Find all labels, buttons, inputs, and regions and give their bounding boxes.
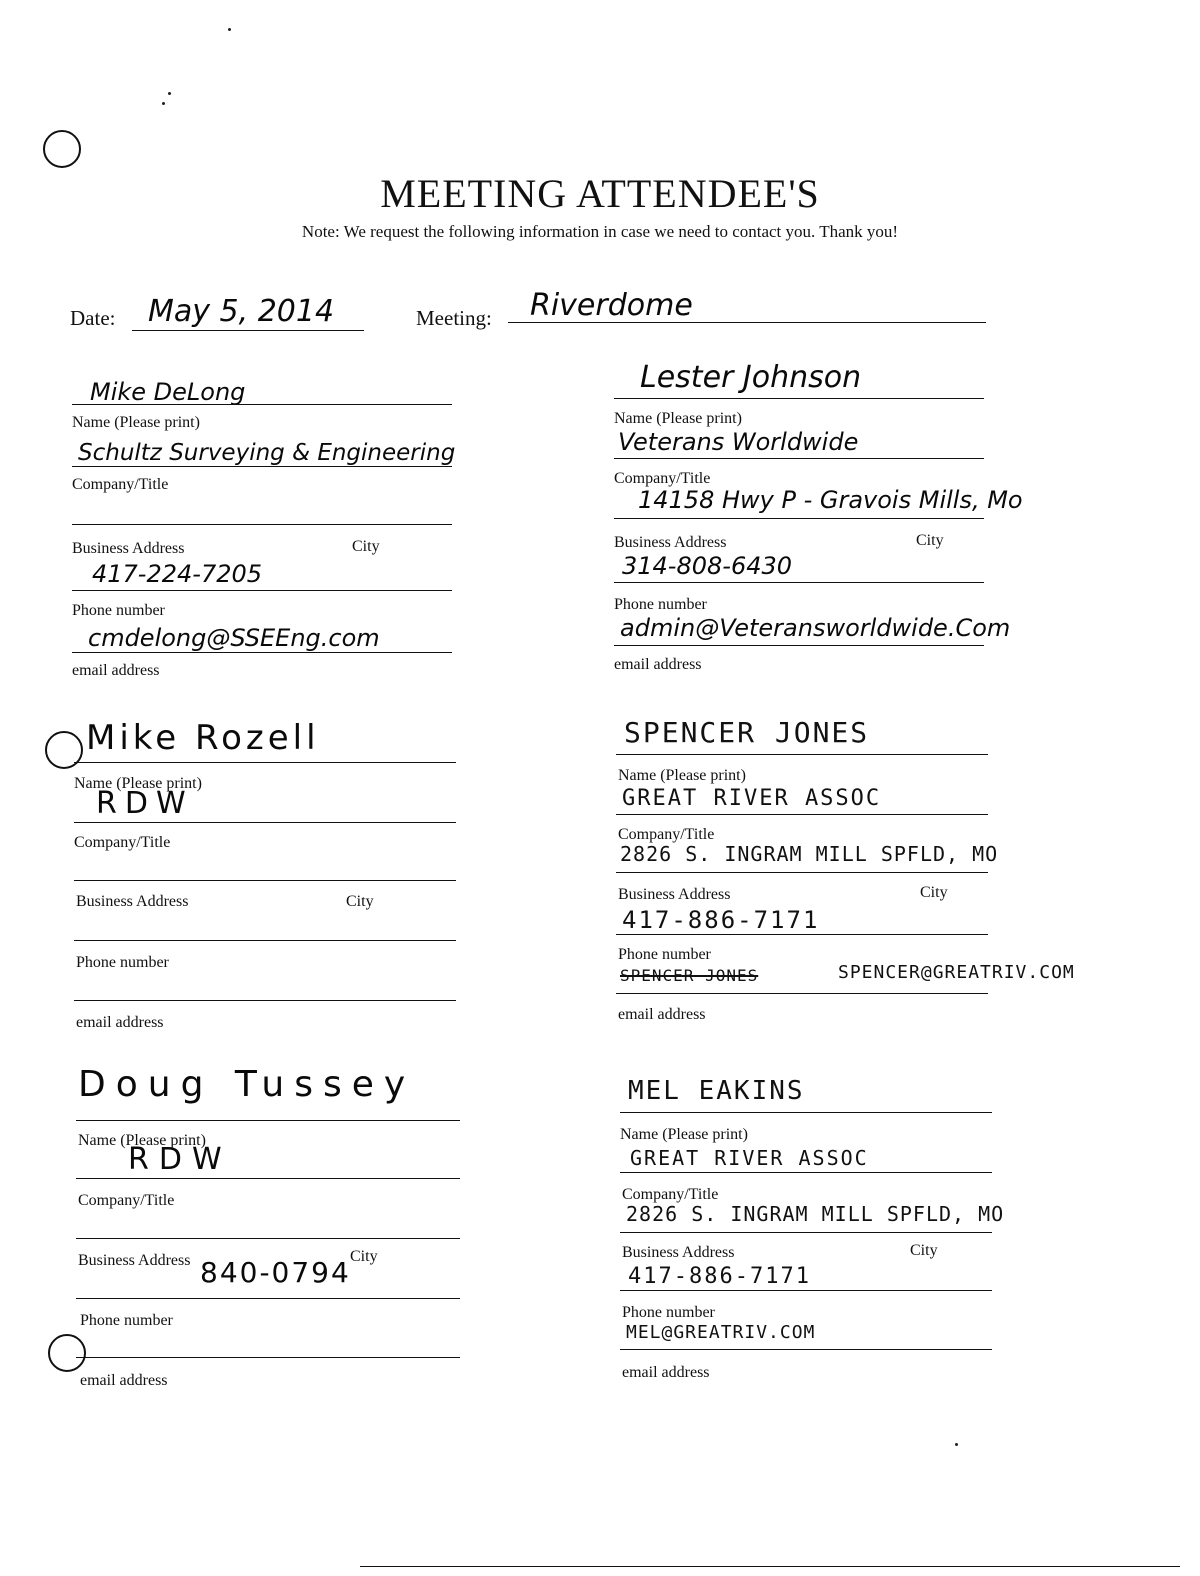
city-label: City (350, 1248, 378, 1265)
phone-line (614, 582, 984, 583)
attendee-address: 2826 S. INGRAM MILL SPFLD, MO (626, 1202, 1005, 1226)
scan-speck (162, 102, 165, 105)
punch-hole-bottom (48, 1334, 86, 1372)
company-line (620, 1172, 992, 1173)
punch-hole-middle (45, 731, 83, 769)
email-label: email address (80, 1372, 168, 1389)
attendee-name: SPENCER JONES (624, 716, 870, 749)
meeting-label: Meeting: (416, 306, 492, 330)
company-label: Company/Title (618, 826, 715, 843)
email-label: email address (72, 662, 160, 679)
name-label: Name (Please print) (620, 1126, 748, 1143)
meeting-line (508, 322, 986, 323)
email-label: email address (614, 656, 702, 673)
attendee-address: 14158 Hwy P - Gravois Mills, Mo (638, 486, 1023, 514)
email-line (74, 1000, 456, 1001)
scan-speck (228, 28, 231, 31)
page-title: MEETING ATTENDEE'S (380, 171, 820, 216)
phone-label: Phone number (80, 1312, 173, 1329)
name-line (72, 404, 452, 405)
address-label: Business Address (622, 1244, 735, 1261)
attendee-name: Mike Rozell (86, 718, 320, 758)
name-line (620, 1112, 992, 1113)
meeting-value: Riverdome (530, 288, 693, 323)
address-line (614, 518, 984, 519)
address-line (616, 872, 988, 873)
phone-line (74, 940, 456, 941)
company-label: Company/Title (622, 1186, 719, 1203)
attendee-email: MEL@GREATRIV.COM (626, 1322, 816, 1343)
scan-speck (955, 1443, 958, 1446)
attendee-name: Lester Johnson (640, 360, 862, 395)
city-label: City (910, 1242, 938, 1259)
attendee-name: MEL EAKINS (628, 1076, 805, 1106)
name-line (76, 1120, 460, 1121)
phone-line (76, 1298, 460, 1299)
attendee-address: 2826 S. INGRAM MILL SPFLD, MO (620, 842, 999, 866)
attendee-company: Veterans Worldwide (618, 428, 859, 456)
phone-label: Phone number (614, 596, 707, 613)
address-label: Business Address (72, 540, 185, 557)
name-label: Name (Please print) (614, 410, 742, 427)
address-line (76, 1238, 460, 1239)
name-line (74, 762, 456, 763)
scan-speck (168, 92, 171, 95)
attendee-company: RDW (96, 786, 194, 821)
attendee-phone: 417-886-7171 (628, 1264, 811, 1289)
company-line (616, 814, 988, 815)
company-label: Company/Title (74, 834, 171, 851)
address-line (72, 524, 452, 525)
address-line (620, 1232, 992, 1233)
attendee-address: 840-0794 (200, 1256, 351, 1289)
address-line (74, 880, 456, 881)
attendee-email: cmdelong@SSEEng.com (88, 624, 380, 652)
punch-hole-top (43, 130, 81, 168)
email-line (72, 652, 452, 653)
email-label: email address (622, 1364, 710, 1381)
company-label: Company/Title (614, 470, 711, 487)
name-line (614, 398, 984, 399)
attendee-name: Doug Tussey (78, 1064, 416, 1105)
name-label: Name (Please print) (618, 767, 746, 784)
name-label: Name (Please print) (78, 1132, 206, 1149)
address-label: Business Address (76, 893, 189, 910)
city-label: City (352, 538, 380, 555)
email-line (614, 645, 984, 646)
company-label: Company/Title (72, 476, 169, 493)
email-label: email address (618, 1006, 706, 1023)
city-label: City (920, 884, 948, 901)
phone-label: Phone number (72, 602, 165, 619)
company-line (74, 822, 456, 823)
attendee-phone: 314-808-6430 (622, 552, 793, 580)
page-note: Note: We request the following information in case we need to contact you. Thank you! (301, 222, 899, 241)
address-label: Business Address (618, 886, 731, 903)
attendee-company: Schultz Surveying & Engineering (78, 440, 456, 466)
address-label: Business Address (614, 534, 727, 551)
company-line (72, 466, 452, 467)
email-line (620, 1349, 992, 1350)
attendee-email: SPENCER@GREATRIV.COM (838, 962, 1075, 983)
attendee-company: GREAT RIVER ASSOC (630, 1146, 869, 1170)
email-line (76, 1357, 460, 1358)
date-value: May 5, 2014 (148, 294, 335, 329)
date-label: Date: (70, 306, 116, 330)
phone-label: Phone number (622, 1304, 715, 1321)
attendee-phone: 417-224-7205 (92, 560, 263, 588)
phone-line (616, 934, 988, 935)
city-label: City (916, 532, 944, 549)
email-line (616, 993, 988, 994)
name-line (616, 754, 988, 755)
attendee-phone: 417-886-7171 (622, 906, 820, 934)
phone-label: Phone number (76, 954, 169, 971)
email-label: email address (76, 1014, 164, 1031)
company-line (76, 1178, 460, 1179)
attendee-email: admin@Veteransworldwide.Com (620, 614, 1011, 642)
attendee-name: Mike DeLong (90, 378, 246, 406)
company-label: Company/Title (78, 1192, 175, 1209)
name-label: Name (Please print) (72, 414, 200, 431)
company-line (614, 458, 984, 459)
address-label: Business Address (78, 1252, 191, 1269)
phone-line (72, 590, 452, 591)
name-label: Name (Please print) (74, 775, 202, 792)
attendee-email-struck: SPENCER JONES (620, 966, 759, 985)
scan-edge-line (360, 1566, 1180, 1567)
attendee-company: GREAT RIVER ASSOC (622, 786, 882, 811)
attendee-company: RDW (128, 1142, 232, 1177)
phone-line (620, 1290, 992, 1291)
city-label: City (346, 893, 374, 910)
date-line (132, 330, 364, 331)
phone-label: Phone number (618, 946, 711, 963)
